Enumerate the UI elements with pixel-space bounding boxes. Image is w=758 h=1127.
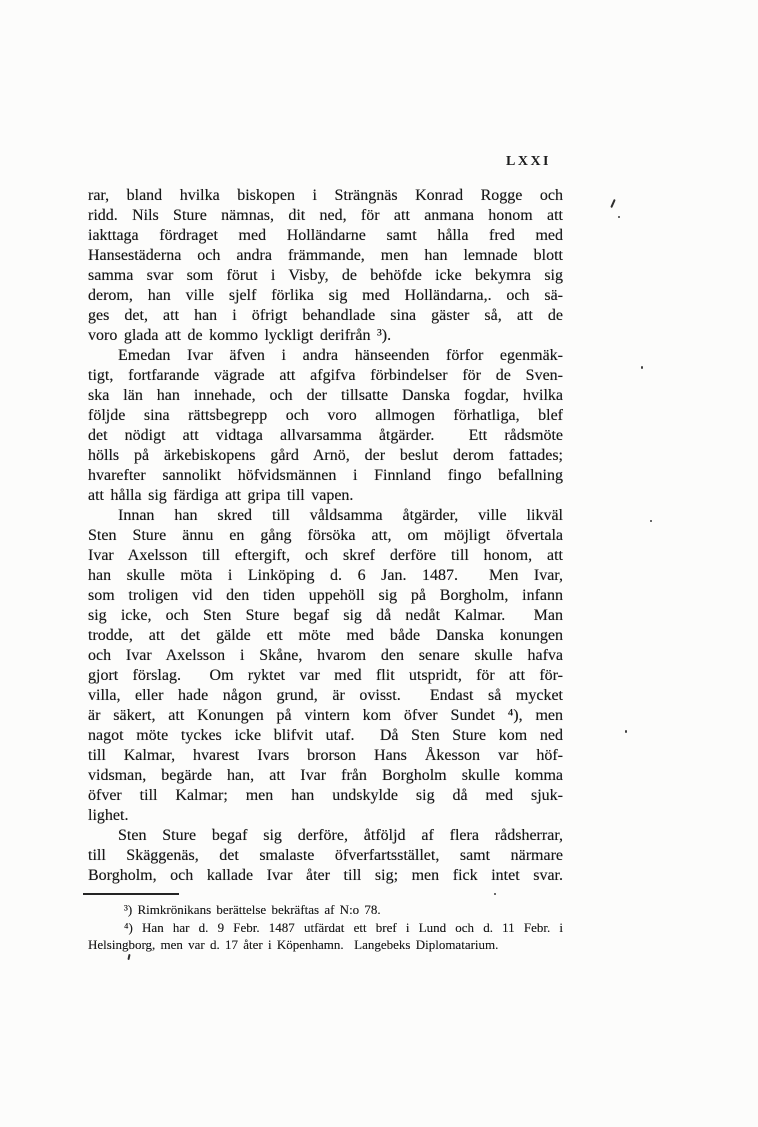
footnote-line: ³) Rimkrönikans berättelse bekräftas af N:o 78. xyxy=(124,902,381,917)
scan-speck xyxy=(610,199,615,208)
text-line: iakttaga fördraget med Holländarne samt hålla fred med xyxy=(88,227,563,244)
text-line: att hålla sig färdiga att gripa till vapen. xyxy=(88,487,354,504)
text-line: han skulle möta i Linköping d. 6 Jan. 1487. Men Ivar, xyxy=(88,567,563,584)
text-line: villa, eller hade någon grund, är ovisst. Endast så mycket xyxy=(88,687,563,704)
footnote-separator xyxy=(83,893,179,895)
text-line: gjort förslag. Om ryktet var med flit utspridt, för att för- xyxy=(88,667,563,684)
scan-speck xyxy=(641,366,643,369)
text-line: som troligen vid den tiden uppehöll sig på Borgholm, infann xyxy=(88,587,563,604)
text-line: till Kalmar, hvarest Ivars brorson Hans Åkesson var höf- xyxy=(88,747,563,764)
footnote-line: Helsingborg, men var d. 17 åter i Köpenhamn. Langebeks Diplomatarium. xyxy=(88,937,499,952)
text-line: är säkert, att Konungen på vintern kom öfver Sundet ⁴), men xyxy=(88,707,563,724)
footnote-line: ⁴) Han har d. 9 Febr. 1487 utfärdat ett bref i Lund och d. 11 Febr. i xyxy=(124,919,563,935)
text-line: samma svar som förut i Visby, de behöfde icke bekymra sig xyxy=(88,267,563,284)
page-number: LXXI xyxy=(506,154,552,169)
scan-speck xyxy=(494,893,496,895)
scan-speck xyxy=(127,954,130,960)
scan-speck xyxy=(650,520,652,522)
text-line: ska län han innehade, och der tillsatte Danska fogdar, hvilka xyxy=(88,387,563,404)
text-line: Borgholm, och kallade Ivar åter till sig; men fick intet svar. xyxy=(88,867,563,884)
text-line: ridd. Nils Sture nämnas, dit ned, för att anmana honom att xyxy=(88,207,563,224)
text-line: voro glada att de kommo lyckligt derifrån ³). xyxy=(88,327,392,344)
text-line: Sten Sture ännu en gång försöka att, om möjligt öfvertala xyxy=(88,527,563,544)
footnotes xyxy=(88,901,563,954)
text-line: till Skäggenäs, det smalaste öfverfartsstället, samt närmare xyxy=(88,847,563,864)
scan-speck xyxy=(618,216,620,218)
text-line: hvarefter sannolikt höfvidsmännen i Finnland fingo befallning xyxy=(88,467,563,484)
text-line: derom, han ville sjelf förlika sig med Holländarna,. och sä- xyxy=(88,287,563,304)
text-line: vidsman, begärde han, att Ivar från Borgholm skulle komma xyxy=(88,767,563,784)
text-line: lighet. xyxy=(88,807,129,824)
text-line: trodde, att det gälde ett möte med både Danska konungen xyxy=(88,627,563,644)
text-line: och Ivar Axelsson i Skåne, hvarom den senare skulle hafva xyxy=(88,647,563,664)
text-line: tigt, fortfarande vägrade att afgifva förbindelser för de Sven- xyxy=(88,367,563,384)
text-line: Ivar Axelsson till eftergift, och skref derföre till honom, att xyxy=(88,547,563,564)
text-line: följde sina rättsbegrepp och voro allmogen förhatliga, blef xyxy=(88,407,563,424)
text-line: nagot möte tyckes icke blifvit utaf. Då Sten Sture kom ned xyxy=(88,727,563,744)
text-line: Innan han skred till våldsamma åtgärder, ville likväl xyxy=(118,507,563,524)
scan-speck xyxy=(625,730,627,733)
body-text xyxy=(88,186,563,886)
text-line: Hansestäderna och andra främmande, men han lemnade blott xyxy=(88,247,563,264)
text-line: Emedan Ivar äfven i andra hänseenden förfor egenmäk- xyxy=(118,347,563,364)
text-line: sig icke, och Sten Sture begaf sig då nedåt Kalmar. Man xyxy=(88,607,563,624)
text-line: öfver till Kalmar; men han undskylde sig då med sjuk- xyxy=(88,787,563,804)
text-line: hölls på ärkebiskopens gård Arnö, der beslut derom fattades; xyxy=(88,447,563,464)
text-line: det nödigt att vidtaga allvarsamma åtgärder. Ett rådsmöte xyxy=(88,427,563,444)
text-line: Sten Sture begaf sig derföre, åtföljd af flera rådsherrar, xyxy=(118,827,563,844)
text-line: rar, bland hvilka biskopen i Strängnäs Konrad Rogge och xyxy=(88,187,563,204)
text-line: ges det, att han i öfrigt behandlade sina gäster så, att de xyxy=(88,307,563,324)
